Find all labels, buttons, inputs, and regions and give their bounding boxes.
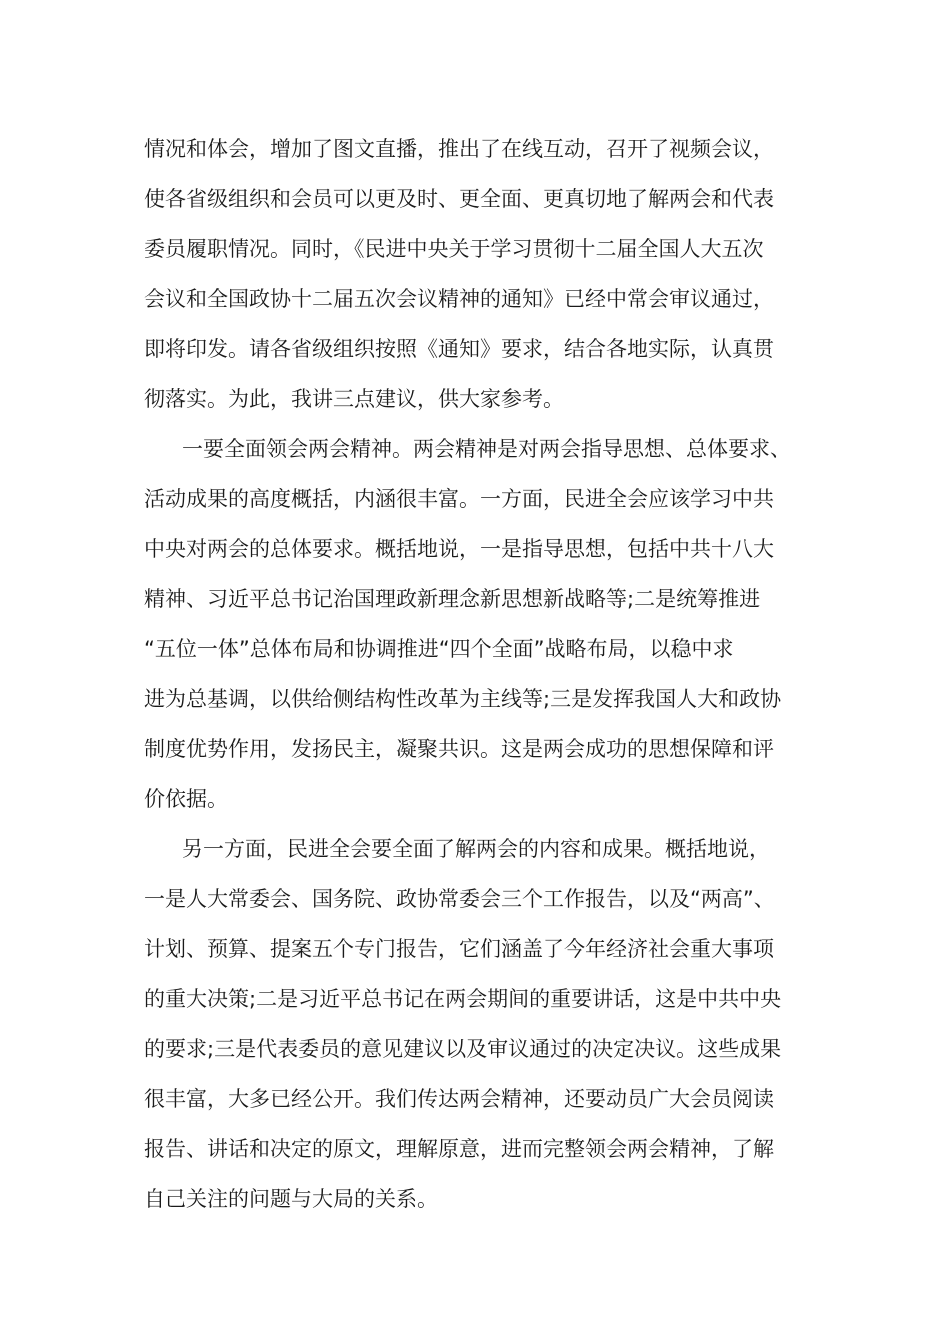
text-line-4: 会议和全国政协十二届五次会议精神的通知》已经中常会审议通过， [144,287,774,311]
text-line-16: 一是人大常委会、国务院、政协常委会三个工作报告，以及“两高”、 [144,887,775,911]
paragraph-start-line: 一要全面领会两会精神。两会精神是对两会指导思想、总体要求、 [182,437,791,461]
text-line-22: 自己关注的问题与大局的关系。 [144,1187,438,1211]
text-line-13: 制度优势作用，发扬民主，凝聚共识。这是两会成功的思想保障和评 [144,737,774,761]
text-line-6: 彻落实。为此，我讲三点建议，供大家参考。 [144,387,564,411]
text-line-9: 中央对两会的总体要求。概括地说，一是指导思想，包括中共十八大 [144,537,774,561]
text-line-20: 很丰富，大多已经公开。我们传达两会精神，还要动员广大会员阅读 [144,1087,774,1111]
text-line-8: 活动成果的高度概括，内涵很丰富。一方面，民进全会应该学习中共 [144,487,774,511]
text-line-21: 报告、讲话和决定的原文，理解原意，进而完整领会两会精神，了解 [144,1137,774,1161]
text-line-19: 的要求;三是代表委员的意见建议以及审议通过的决定决议。这些成果 [144,1037,782,1061]
text-line-11: “五位一体”总体布局和协调推进“四个全面”战略布局，以稳中求 [144,637,734,661]
text-line-5: 即将印发。请各省级组织按照《通知》要求，结合各地实际，认真贯 [144,337,774,361]
text-line-1: 情况和体会，增加了图文直播，推出了在线互动，召开了视频会议， [144,137,774,161]
text-line-18: 的重大决策;二是习近平总书记在两会期间的重要讲话，这是中共中央 [144,987,782,1011]
text-line-12: 进为总基调，以供给侧结构性改革为主线等;三是发挥我国人大和政协 [144,687,782,711]
paragraph-start-line: 另一方面，民进全会要全面了解两会的内容和成果。概括地说， [182,837,770,861]
text-line-14: 价依据。 [144,787,228,811]
text-line-10: 精神、习近平总书记治国理政新理念新思想新战略等;二是统筹推进 [144,587,761,611]
text-line-17: 计划、预算、提案五个专门报告，它们涵盖了今年经济社会重大事项 [144,937,774,961]
text-line-3: 委员履职情况。同时，《民进中央关于学习贯彻十二届全国人大五次 [144,237,764,261]
text-line-2: 使各省级组织和会员可以更及时、更全面、更真切地了解两会和代表 [144,187,774,211]
